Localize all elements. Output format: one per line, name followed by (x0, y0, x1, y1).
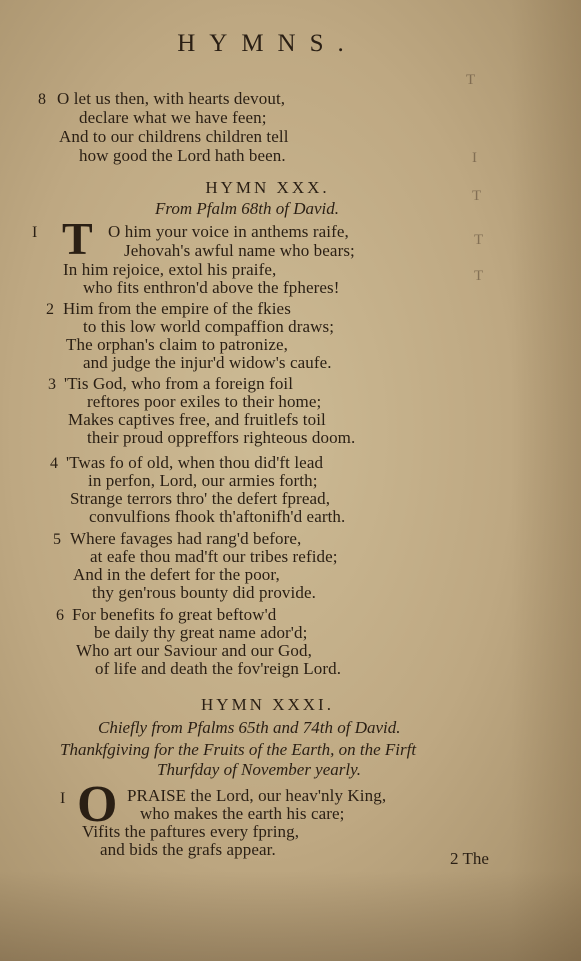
margin-mark: T (474, 268, 484, 284)
verse-line: 'Tis God, who from a foreign foil (64, 374, 294, 393)
verse-line: Who art our Saviour and our God, (76, 641, 312, 660)
verse-line: Jehovah's awful name who bears; (124, 241, 355, 260)
verse-line: Him from the empire of the fkies (63, 299, 291, 318)
verse-line: The orphan's claim to patronize, (66, 335, 288, 354)
verse-line: Where favages had rang'd before, (70, 529, 302, 548)
verse-line: O let us then, with hearts devout, (57, 89, 286, 108)
stanza-number: 4 (50, 455, 58, 472)
page-gutter-shade (511, 0, 581, 961)
verse-line: to this low world compaffion draws; (83, 317, 335, 336)
margin-mark: T (474, 232, 484, 248)
page-bottom-shade (0, 871, 581, 961)
verse-line: O him your voice in anthems raife, (108, 222, 349, 241)
verse-line: reftores poor exiles to their home; (87, 392, 322, 411)
stanza-number: 6 (56, 607, 64, 624)
drop-capital: O (77, 776, 118, 833)
verse-line: at eafe thou mad'ft our tribes refide; (90, 547, 338, 566)
verse-line: who fits enthron'd above the fpheres! (83, 278, 340, 297)
margin-mark: T (466, 72, 476, 88)
catchword: 2 The (450, 849, 489, 868)
verse-line: PRAISE the Lord, our heav'nly King, (127, 786, 387, 805)
verse-line: Strange terrors thro' the defert fpread, (70, 489, 331, 508)
stanza-number: 8 (38, 91, 46, 108)
margin-mark: I (472, 150, 477, 166)
margin-mark: T (472, 188, 482, 204)
hymn-subtitle: Chiefly from Pfalms 65th and 74th of David. (98, 718, 401, 737)
hymn-heading: HYMN XXX. (205, 178, 330, 197)
verse-line: In him rejoice, extol his praife, (63, 260, 277, 279)
verse-line: And to our childrens children tell (59, 127, 289, 146)
verse-line: in perfon, Lord, our armies forth; (88, 471, 318, 490)
verse-line: and judge the injur'd widow's caufe. (83, 353, 332, 372)
stanza-number: I (60, 790, 66, 807)
verse-line: Makes captives free, and fruitlefs toil (68, 410, 326, 429)
verse-line: who makes the earth his care; (140, 804, 345, 823)
stanza-number: 5 (53, 531, 61, 548)
verse-line: declare what we have feen; (79, 108, 267, 127)
hymn-heading: HYMN XXXI. (201, 695, 334, 714)
verse-line: Vifits the paftures every fpring, (82, 822, 300, 841)
verse-line: their proud oppreffors righteous doom. (87, 428, 356, 447)
hymn-subtitle: Thankfgiving for the Fruits of the Earth, on the Firft (60, 740, 417, 759)
verse-line: And in the defert for the poor, (73, 565, 280, 584)
verse-line: 'Twas fo of old, when thou did'ft lead (66, 453, 324, 472)
verse-line: and bids the grafs appear. (100, 840, 276, 859)
verse-line: For benefits fo great beftow'd (72, 605, 277, 624)
running-header: HYMNS. (177, 30, 358, 57)
hymn-subtitle: Thurfday of November yearly. (157, 760, 361, 779)
verse-line: of life and death the fov'reign Lord. (95, 659, 342, 678)
hymn-subtitle: From Pfalm 68th of David. (155, 199, 339, 218)
stanza-number: 3 (48, 376, 56, 393)
verse-line: be daily thy great name ador'd; (94, 623, 308, 642)
stanza-number: I (32, 224, 38, 241)
verse-line: how good the Lord hath been. (79, 146, 286, 165)
drop-capital: T (62, 213, 93, 264)
verse-line: convulfions fhook th'aftonifh'd earth. (89, 507, 346, 526)
stanza-number: 2 (46, 301, 54, 318)
verse-line: thy gen'rous bounty did provide. (92, 583, 316, 602)
